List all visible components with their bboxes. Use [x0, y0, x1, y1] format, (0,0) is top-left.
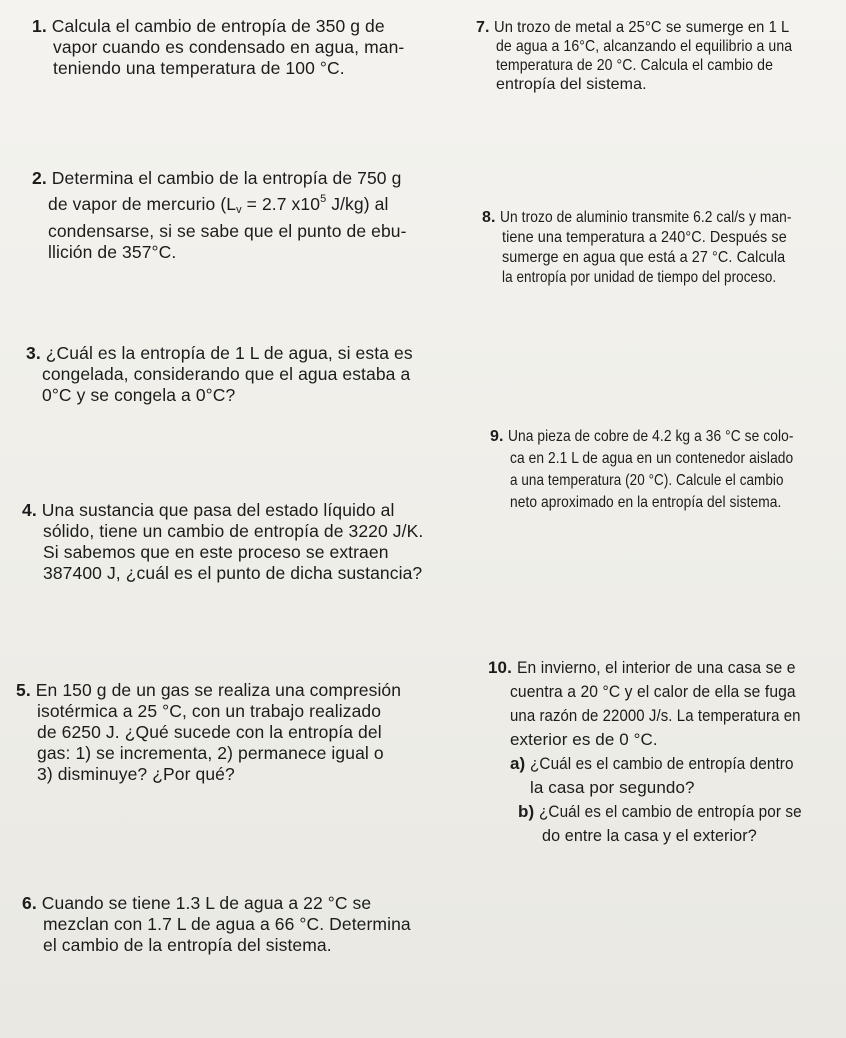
problem-3-line-1: 3. ¿Cuál es la entropía de 1 L de agua, si esta es	[26, 343, 413, 363]
problem-1-line-3: teniendo una temperatura de 100 °C.	[53, 58, 345, 78]
problem-3-line-2: congelada, considerando que el agua estaba a	[42, 364, 411, 384]
problem-5-line-1: 5. En 150 g de un gas se realiza una compresión	[16, 680, 402, 700]
problem-10-part-b-line-2: do entre la casa y el exterior?	[542, 826, 757, 845]
problem-9-number: 9.	[490, 428, 504, 445]
problem-10-part-a-line-2: la casa por segundo?	[530, 778, 695, 797]
problem-4-number: 4.	[22, 500, 37, 520]
problem-5-line-4: gas: 1) se incrementa, 2) permanece igual o	[37, 743, 384, 763]
problem-10-part-a-line-1: a) ¿Cuál es el cambio de entropía dentro	[510, 754, 794, 773]
problem-4	[22, 500, 423, 584]
problem-2-line-4: llición de 357°C.	[48, 242, 177, 262]
problem-8-line-4: la entropía por unidad de tiempo del proceso.	[502, 269, 777, 286]
problem-9-line-2: ca en 2.1 L de agua en un contenedor aislado	[510, 450, 794, 467]
problem-10-line-2: cuentra a 20 °C y el calor de ella se fuga	[510, 682, 796, 701]
problem-9	[490, 426, 840, 514]
problem-8	[482, 208, 839, 288]
problem-10-part-b-line-1: b) ¿Cuál es el cambio de entropía por se	[518, 802, 802, 821]
problem-10-line-1: 10. En invierno, el interior de una casa se e	[488, 658, 796, 677]
problem-1	[32, 16, 404, 79]
problem-8-line-1: 8. Un trozo de aluminio transmite 6.2 cal/s y man-	[482, 209, 792, 226]
problem-5	[16, 680, 401, 785]
problem-10-part-a-label: a)	[510, 754, 526, 773]
problem-3-line-3: 0°C y se congela a 0°C?	[42, 385, 236, 405]
problem-4-line-3: Si sabemos que en este proceso se extraen	[43, 542, 389, 562]
problem-8-number: 8.	[482, 209, 496, 226]
problem-4-line-2: sólido, tiene un cambio de entropía de 3220 J/K.	[43, 521, 424, 541]
problem-9-line-4: neto aproximado en la entropía del sistema.	[510, 494, 782, 511]
problem-7-line-3: temperatura de 20 °C. Calcula el cambio de	[496, 57, 773, 74]
problem-2	[32, 168, 407, 263]
problem-6-line-2: mezclan con 1.7 L de agua a 66 °C. Determina	[43, 914, 411, 934]
problem-10-part-b-label: b)	[518, 802, 535, 821]
problem-6	[22, 893, 411, 956]
problem-5-line-2: isotérmica a 25 °C, con un trabajo realizado	[37, 701, 382, 721]
problem-7-line-2: de agua a 16°C, alcanzando el equilibrio a una	[496, 38, 793, 55]
problem-4-line-1: 4. Una sustancia que pasa del estado líquido al	[22, 500, 395, 520]
problem-3	[26, 343, 413, 406]
problem-7-line-4: entropía del sistema.	[496, 76, 647, 93]
problem-6-line-3: el cambio de la entropía del sistema.	[43, 935, 332, 955]
problem-7-number: 7.	[476, 19, 490, 36]
problem-7-line-1: 7. Un trozo de metal a 25°C se sumerge en 1 L	[476, 19, 790, 36]
problem-10	[488, 656, 840, 848]
problem-10-line-3: una razón de 22000 J/s. La temperatura en	[510, 706, 801, 725]
problem-8-line-3: sumerge en agua que está a 27 °C. Calcula	[502, 249, 786, 266]
problem-10-number: 10.	[488, 658, 512, 677]
problem-5-number: 5.	[16, 680, 31, 700]
problem-5-line-5: 3) disminuye? ¿Por qué?	[37, 764, 235, 784]
problem-1-line-2: vapor cuando es condensado en agua, man-	[53, 37, 405, 57]
problem-9-line-1: 9. Una pieza de cobre de 4.2 kg a 36 °C se colo-	[490, 428, 794, 445]
problem-1-line-1: 1. Calcula el cambio de entropía de 350 g de	[32, 16, 385, 36]
problem-5-line-3: de 6250 J. ¿Qué sucede con la entropía del	[37, 722, 382, 742]
problem-6-number: 6.	[22, 893, 37, 913]
problem-6-line-1: 6. Cuando se tiene 1.3 L de agua a 22 °C se	[22, 893, 372, 913]
problem-2-number: 2.	[32, 168, 47, 188]
problem-7	[476, 18, 833, 94]
problem-8-line-2: tiene una temperatura a 240°C. Después se	[502, 229, 787, 246]
problem-1-number: 1.	[32, 16, 47, 36]
problem-2-line-2: de vapor de mercurio ($L_v = 2.7$ $x10^5$ J/kg) al	[48, 193, 389, 216]
problem-9-line-3: a una temperatura (20 °C). Calcule el cambio	[510, 472, 784, 489]
problem-4-line-4: 387400 J, ¿cuál es el punto de dicha sustancia?	[43, 563, 423, 583]
problem-10-line-4: exterior es de 0 °C.	[510, 730, 658, 749]
problem-3-number: 3.	[26, 343, 41, 363]
problem-2-line-1: 2. Determina el cambio de la entropía de 750 g	[32, 168, 402, 188]
problem-2-line-3: condensarse, si se sabe que el punto de ebu-	[48, 221, 407, 241]
